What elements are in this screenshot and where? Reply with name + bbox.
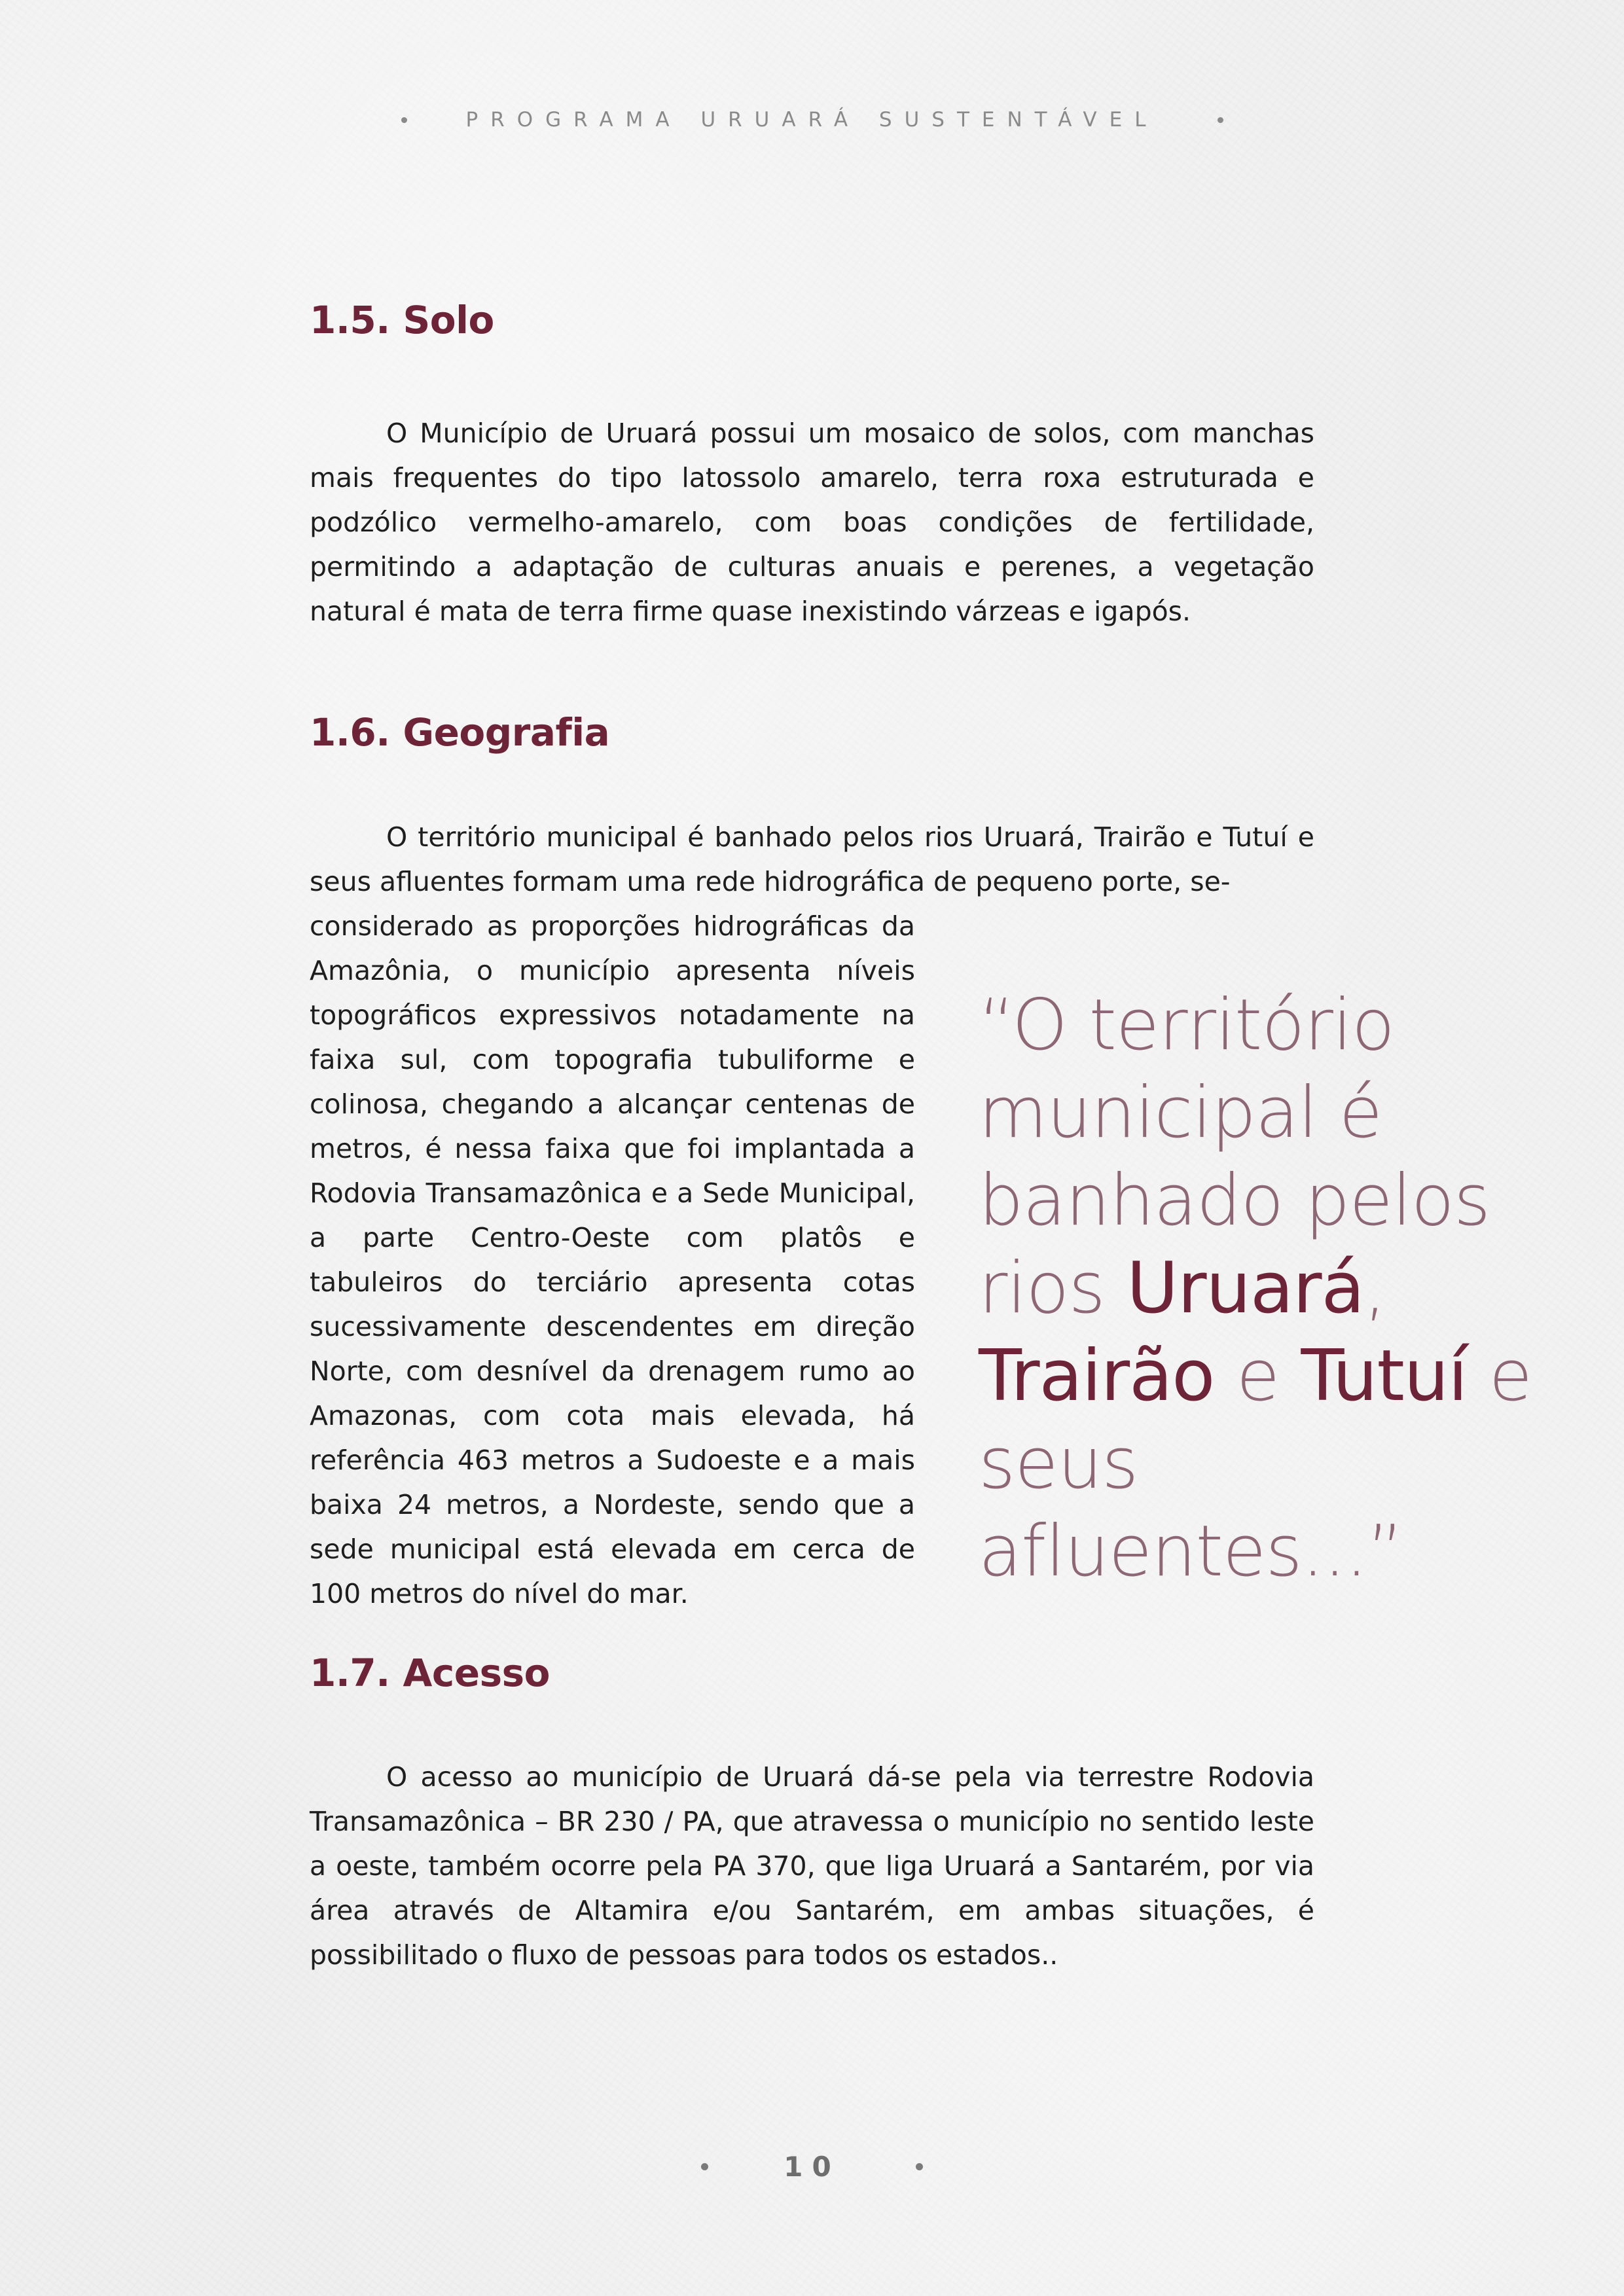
pull-quote [979, 982, 1542, 1596]
section-heading-geografia: 1.6. Geografia [310, 710, 610, 755]
bullet-icon [916, 2163, 923, 2170]
pull-quote-highlight-uruara: Uruará [1127, 1247, 1364, 1329]
bullet-icon [401, 117, 407, 123]
running-header [0, 108, 1624, 132]
page-footer [0, 2151, 1624, 2183]
section-paragraph-solo: O Município de Uruará possui um mosaico de solos, com manchas mais frequentes do tipo latossolo amarelo, terra roxa estruturada e podzólico vermelho-amarelo, com boas condições de fertilidade, permitindo a adaptação de culturas anuais e perenes, a vegetação natural é mata de terra firme quase inexistindo várzeas e igapós. [310, 418, 1314, 627]
section-heading-acesso: 1.7. Acesso [310, 1651, 550, 1695]
section-heading-solo: 1.5. Solo [310, 298, 494, 342]
pull-quote-highlight-trairao: Trairão [979, 1335, 1215, 1417]
pull-quote-text: e [1214, 1335, 1301, 1417]
pull-quote-text: , [1363, 1247, 1386, 1329]
section-paragraph-geografia-intro: O território municipal é banhado pelos rios Uruará, Trairão e Tutuí e seus afluentes formam uma rede hidrográfica de pequeno porte, se- [310, 821, 1314, 897]
pull-quote-highlight-tutui: Tutuí [1301, 1335, 1468, 1417]
section-paragraph-acesso: O acesso ao município de Uruará dá-se pela via terrestre Rodovia Transamazônica – BR 230 / PA, que atravessa o município no sentido leste a oeste, também ocorre pela PA 370, que liga Uruará a Santarém, por via área através de Altamira e/ou Santarém, em ambas situações, é possibilitado o fluxo de pessoas para todos os estados.. [310, 1761, 1314, 1971]
pull-quote-text: “O território municipal é banhado pelos rios [979, 984, 1490, 1329]
bullet-icon [1218, 117, 1223, 123]
pull-quote-text: e seus afluentes...” [979, 1335, 1532, 1592]
running-header-title: PROGRAMA URUARÁ SUSTENTÁVEL [465, 108, 1159, 132]
bullet-icon [701, 2163, 708, 2170]
section-paragraph-geografia-body: considerado as proporções hidrográficas da Amazônia, o município apresenta níveis topográficos expressivos notadamente na faixa sul, com topografia tubuliforme e colinosa, chegando a alcançar centenas de metros, é nessa faixa que foi implantada a Rodovia Transamazônica e a Sede Municipal, a parte Centro-Oeste com platôs e tabuleiros do terciário apresenta cotas sucessivamente descendentes em direção Norte, com desnível da drenagem rumo ao Amazonas, com cota mais elevada, há referência 463 metros a Sudoeste e a mais baixa 24 metros, a Nordeste, sendo que a sede municipal está elevada em cerca de 100 metros do nível do mar. [310, 910, 915, 1609]
page-number: 10 [784, 2151, 840, 2183]
